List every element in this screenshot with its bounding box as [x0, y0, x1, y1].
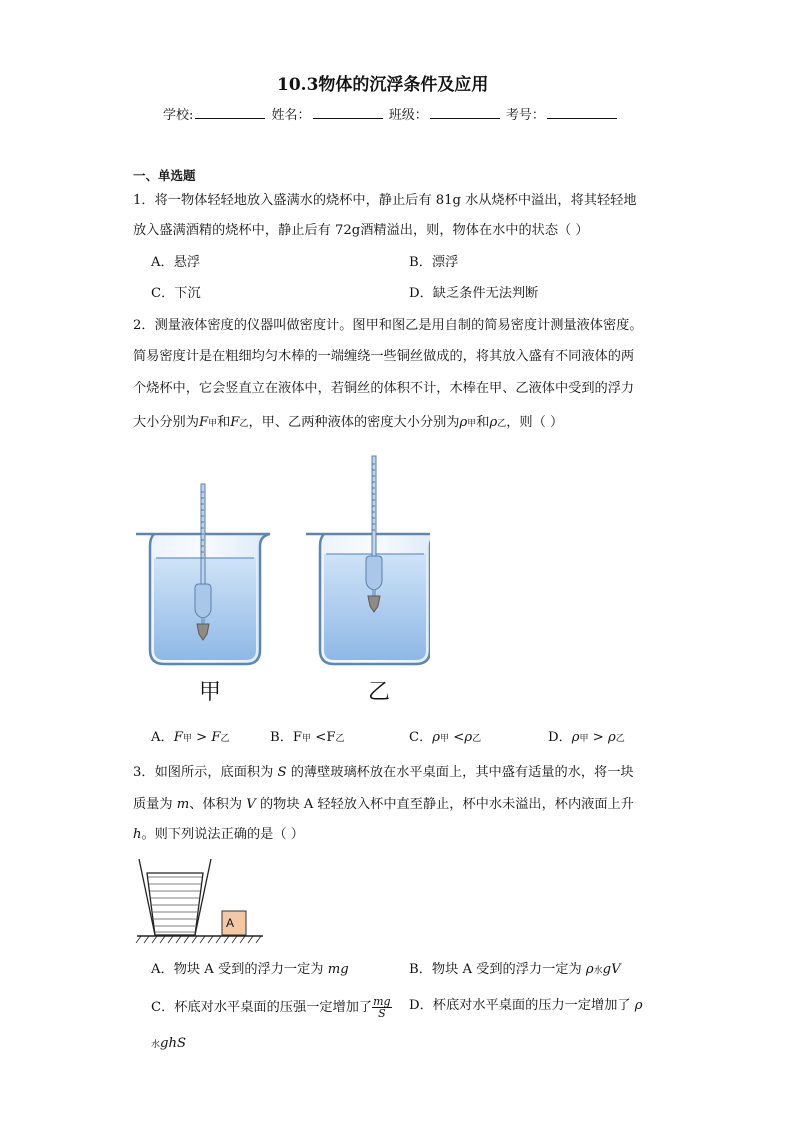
subscript-yi: 乙 — [335, 734, 345, 744]
q3-option-d-continued — [151, 1034, 186, 1055]
text-fragment: 。则下列说法正确的是（ ） — [141, 827, 304, 842]
density-symbol: ρ — [607, 730, 616, 745]
q2-option-c[interactable] — [409, 728, 481, 749]
option-letter: A． — [151, 730, 174, 745]
force-symbol: F — [326, 730, 336, 745]
text-fragment: 质量为 — [133, 797, 177, 812]
q1-option-a[interactable]: A．悬浮 — [151, 255, 201, 270]
q1-option-d[interactable]: D．缺乏条件无法判断 — [409, 286, 539, 301]
q2-stem-line2: 简易密度计是在粗细均匀木棒的一端缠绕一些铜丝做成的，将其放入盛有不同液体的两 — [133, 349, 635, 364]
table-surface — [136, 936, 263, 943]
formula: ghS — [160, 1036, 186, 1051]
q2-stem-line1: 2．测量液体密度的仪器叫做密度计。图甲和图乙是用自制的简易密度计测量液体密度。 — [133, 318, 643, 333]
option-letter: C． — [409, 730, 433, 745]
force-symbol: F — [198, 415, 209, 430]
subscript-jia: 甲 — [208, 419, 218, 429]
subscript-yi: 乙 — [497, 419, 507, 429]
subscript-yi: 乙 — [472, 734, 482, 744]
subscript-jia: 甲 — [440, 734, 450, 744]
formula: mg — [327, 962, 349, 977]
student-info-line — [163, 104, 619, 123]
density-symbol: ρ — [571, 730, 580, 745]
text-fragment: 的薄壁玻璃杯放在水平桌面上，其中盛有适量的水，将一块 — [286, 765, 634, 780]
beaker-jia — [136, 484, 270, 664]
subscript-jia: 甲 — [302, 734, 312, 744]
class-label: 班级： — [388, 108, 428, 123]
glass-cup — [139, 859, 211, 935]
relation-symbol: > — [191, 730, 212, 745]
density-symbol: ρ — [464, 730, 473, 745]
class-blank[interactable] — [430, 106, 500, 119]
density-symbol: ρ — [585, 962, 594, 977]
subscript-yi: 乙 — [220, 734, 230, 744]
q2-option-a[interactable] — [151, 728, 230, 749]
exam-number-label: 考号： — [505, 108, 545, 123]
fraction-denominator: S — [378, 1007, 386, 1020]
text-fragment: 大小分别为 — [133, 415, 199, 430]
force-symbol: F — [211, 730, 221, 745]
option-text: A．物块 A 受到的浮力一定为 — [151, 962, 328, 977]
relation-symbol: < — [311, 730, 327, 745]
q3-stem-line1 — [133, 763, 634, 783]
q3-option-b[interactable] — [409, 960, 621, 981]
q3-stem-line3 — [133, 825, 304, 845]
q3-option-d[interactable] — [409, 996, 643, 1016]
school-blank[interactable] — [195, 106, 265, 119]
q3-stem-line2 — [133, 795, 634, 815]
density-symbol: ρ — [489, 415, 498, 430]
relation-symbol: < — [449, 730, 465, 745]
page-title: 10.3物体的沉浮条件及应用 — [277, 75, 489, 95]
subscript-yi: 乙 — [615, 734, 625, 744]
option-letter: D． — [548, 730, 572, 745]
school-label: 学校: — [163, 108, 194, 123]
relation-symbol: > — [588, 730, 608, 745]
text-fragment: 3．如图所示，底面积为 — [133, 765, 278, 780]
option-letter: B． — [270, 730, 293, 745]
exam-number-blank[interactable] — [547, 106, 617, 119]
text-fragment: 和 — [217, 415, 231, 430]
fraction-numerator: mg — [373, 995, 391, 1008]
text-fragment: ，则（ ） — [506, 415, 564, 430]
fraction — [372, 996, 391, 1019]
q2-stem-line3: 个烧杯中，它会竖直立在液体中，若铜丝的体积不计，木棒在甲、乙液体中受到的浮力 — [133, 381, 635, 396]
caption-jia: 甲 — [199, 680, 222, 705]
text-fragment: 、体积为 — [189, 797, 247, 812]
option-text: D．杯底对水平桌面的压力一定增加了 — [409, 998, 635, 1013]
text-fragment: 的物块 A 轻轻放入杯中直至静止，杯中水未溢出，杯内液面上升 — [255, 797, 634, 812]
q2-option-b[interactable] — [270, 728, 344, 749]
q2-stem-line4 — [133, 413, 563, 434]
q1-stem-line1: 1．将一物体轻轻地放入盛满水的烧杯中，静止后有 81g 水从烧杯中溢出，将其轻轻地 — [133, 193, 637, 208]
subscript-yi: 乙 — [239, 419, 249, 429]
beaker-yi — [306, 456, 430, 664]
section-heading: 一、单选题 — [133, 168, 196, 183]
q1-option-c[interactable]: C．下沉 — [151, 286, 201, 301]
q1-stem-line2: 放入盛满酒精的烧杯中，静止后有 72g酒精溢出，则，物体在水中的状态（ ） — [133, 223, 589, 238]
subscript-jia: 甲 — [467, 419, 477, 429]
subscript-jia: 甲 — [182, 734, 192, 744]
formula: gV — [602, 962, 621, 977]
subscript-water: 水 — [151, 1040, 161, 1050]
option-text: C．杯底对水平桌面的压强一定增加了 — [151, 1000, 373, 1015]
text-fragment: ，甲、乙两种液体的密度大小分别为 — [248, 415, 460, 430]
density-symbol: ρ — [634, 998, 643, 1013]
name-blank[interactable] — [313, 106, 383, 119]
subscript-water: 水 — [593, 966, 603, 976]
option-text: B．物块 A 受到的浮力一定为 — [409, 962, 586, 977]
force-symbol: F — [173, 730, 183, 745]
height-symbol: h — [133, 827, 142, 842]
mass-symbol: m — [176, 797, 190, 812]
area-symbol: S — [277, 765, 287, 780]
force-symbol: F — [230, 415, 240, 430]
force-symbol: F — [292, 730, 303, 745]
density-symbol: ρ — [432, 730, 441, 745]
block-a-label: A — [226, 916, 235, 930]
hydrometer-beakers-figure — [130, 450, 430, 670]
subscript-jia: 甲 — [579, 734, 589, 744]
caption-yi: 乙 — [368, 680, 391, 705]
q3-option-c[interactable] — [151, 996, 392, 1019]
density-symbol: ρ — [459, 415, 468, 430]
q3-option-a[interactable] — [151, 960, 349, 980]
name-label: 姓名： — [271, 108, 311, 123]
volume-symbol: V — [246, 797, 256, 812]
q2-option-d[interactable] — [548, 728, 625, 749]
q1-option-b[interactable]: B．漂浮 — [409, 255, 459, 270]
cup-block-figure — [133, 855, 268, 945]
text-fragment: 和 — [476, 415, 490, 430]
